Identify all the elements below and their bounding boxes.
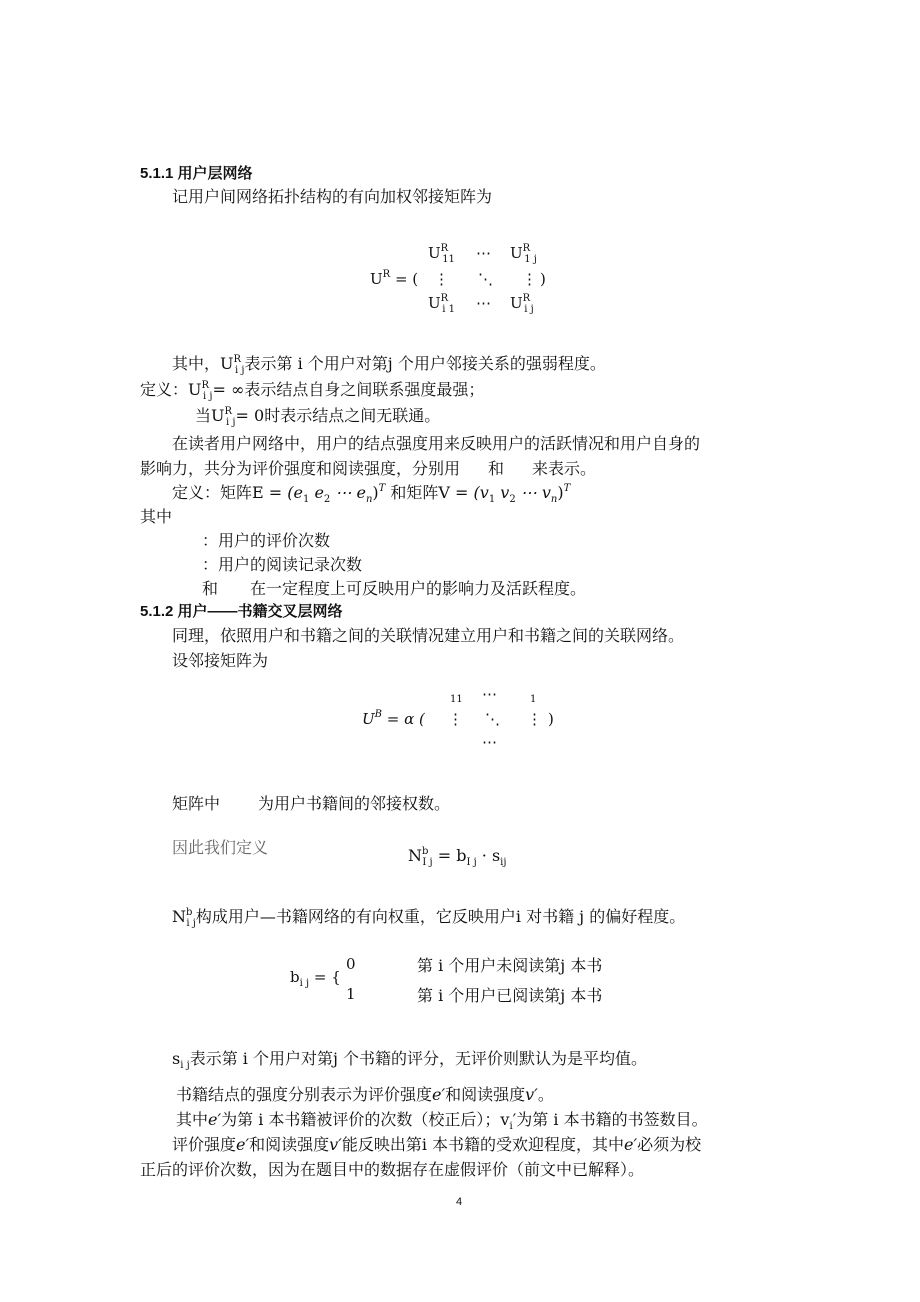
para-book-strength: 书籍结点的强度分别表示为评价强度e′和阅读强度v′。 <box>176 1085 554 1104</box>
ur-close: ) <box>540 270 546 288</box>
ur-r3c1: $U^R_{i 1}$ <box>428 293 455 315</box>
definition-infinity: 定义：$U^R_{i j}=$ ∞表示结点自身之间联系强度最强； <box>140 380 485 402</box>
para-node-strength-1: 在读者用户网络中，用户的结点强度用来反映用户的活跃情况和用户自身的 <box>172 434 701 453</box>
ur-r1c1: $U^R_{11}$ <box>428 243 455 265</box>
ub-r1c3: 1 <box>530 694 537 705</box>
ur-r2c1: ⋮ <box>434 270 449 288</box>
item-read-count: ：用户的阅读记录次数 <box>202 555 363 574</box>
para-directed-weight: $N^b_{i j}$构成用户—书籍网络的有向权重，它反映用户i 对书籍 j 的偏好程度。 <box>172 907 686 929</box>
definition-zero: 当$U^R_{i j}= 0$时表示结点之间无联通。 <box>195 406 441 428</box>
ur-r1c3: $U^R_{1 j}$ <box>510 243 537 265</box>
para-association: 同理，依照用户和书籍之间的关联情况建立用户和书籍之间的关联网络。 <box>172 626 685 645</box>
ur-r2c3: ⋮ <box>522 270 537 288</box>
para-book-counts: 其中e′为第 i 本书籍被评价的次数（校正后）；$v_i'$为第 i 本书籍的书签数目。 <box>176 1110 708 1132</box>
ub-r2c3: ⋮ <box>527 710 542 728</box>
piecewise-value-1: 1 <box>346 985 356 1003</box>
cut-line-wrapper <box>172 838 372 857</box>
intro-text: 记用户间网络拓扑结构的有向加权邻接矩阵为 <box>172 187 493 206</box>
item-influence: 和 在一定程度上可反映用户的影响力及活跃程度。 <box>202 579 587 598</box>
ur-r3c2: ⋯ <box>476 294 491 312</box>
ub-r1c2: ⋯ <box>482 685 497 703</box>
piecewise-value-0: 0 <box>346 955 356 973</box>
qizhong-label: 其中 <box>140 507 173 526</box>
formula-n-weight: $N^b_{I j} = b_{I j} \cdot s_{ij}$ <box>408 846 507 868</box>
piecewise-case-1: 第 i 个用户已阅读第j 本书 <box>417 986 603 1005</box>
definition-matrices-e-v: 定义：矩阵$E = (e_1$ $e_2$ ⋯ $e_n)^T$ 和矩阵$V = (v_1$ $v_2$ ⋯ $v_n)^T$ <box>172 483 571 505</box>
page-number: 4 <box>456 1196 463 1208</box>
piecewise-case-0: 第 i 个用户未阅读第j 本书 <box>417 956 603 975</box>
section-heading-5-1-2: 5.1.2 用户——书籍交叉层网络 <box>140 603 343 620</box>
section-heading-5-1-1: 5.1.1 用户层网络 <box>140 165 253 182</box>
para-node-strength-2: 影响力，共分为评价强度和阅读强度，分别用 和 来表示。 <box>140 459 597 478</box>
para-score: $s_{i j}$表示第 i 个用户对第j 个书籍的评分，无评价则默认为是平均值。 <box>172 1049 648 1071</box>
para-ur-meaning: 其中，$U^R_{i j}$表示第 i 个用户对第j 个用户邻接关系的强弱程度。 <box>172 354 606 376</box>
ur-r1c2: ⋯ <box>476 244 491 262</box>
ub-r1c1: 11 <box>450 694 463 705</box>
cut-off-text: 因此我们定义 <box>172 838 269 857</box>
para-popularity-1: 评价强度e′和阅读强度v′能反映出第i 本书籍的受欢迎程度，其中e′必须为校 <box>172 1135 702 1154</box>
ur-r3c3: $U^R_{i j}$ <box>510 293 534 315</box>
ub-r2c2: ⋱ <box>485 710 500 728</box>
ub-r3c2: ⋯ <box>482 733 497 751</box>
para-popularity-2: 正后的评价次数，因为在题目中的数据存在虚假评价（前文中已解释）。 <box>140 1160 645 1179</box>
ub-r2c1: ⋮ <box>448 710 463 728</box>
para-set-matrix: 设邻接矩阵为 <box>172 651 269 670</box>
ur-eq: = ( <box>394 270 419 288</box>
para-adjacency-weight: 矩阵中 为用户书籍间的邻接权数。 <box>172 794 451 813</box>
ur-r2c2: ⋱ <box>478 270 493 288</box>
item-review-count: ：用户的评价次数 <box>202 531 331 550</box>
ur-lhs: U <box>370 270 383 288</box>
document-page: 5.1.1 用户层网络 记用户间网络拓扑结构的有向加权邻接矩阵为 $U^R$ = ( ) $U^R_{11}$ ⋯ $U^R_{1 j}$ ⋮ ⋱ ⋮ $U^R_{i 1}$ ⋯ $U^R_{i j}$ 其中，$U^R_{i j}$表示第 i 个用户对第j 个用户邻接关系的强弱程度。 定义：$U^R_{i j}=$ ∞表示结点自身之间联系强度最强； 当$U^R_{i j}= 0$时表示结点之间无联通。 在读者用户网络中，用户的结点强度用来反映用户的活跃情况和用户自身的 影响力，共分为评价强度和阅读强度，分别用 和 来表示。 定义：矩阵$E = (e_1$ $e_2$ ⋯ $e_n)^T$ 和矩阵$V = (v_1$ $v_2$ ⋯ $v_n)^T$ 其中 ：用户的评价次数 ：用户的阅读记录次数 和 在一定程度上可反映用户的影响力及活跃程度。 5.1.2 用户——书籍交叉层网络 同理，依照用户和书籍之间的关联情况建立用户和书籍之间的关联网络。 设邻接矩阵为 $U^B = \alpha$ ( ) 11 ⋯ 1 ⋮ ⋱ ⋮ ⋯ 矩阵中 为用户书籍间的邻接权数。 因此我们定义 $N^b_{I j} = b_{I j} \cdot s_{ij}$ $N^b_{i j}$构成用户—书籍网络的有向权重，它反映用户i 对书籍 j 的偏好程度。 $b_{i j}$ = { 0 1 第 i 个用户未阅读第j 本书 第 i 个用户已阅读第j 本书 $s_{i j}$表示第 i 个用户对第j 个书籍的评分，无评价则默认为是平均值。 书籍结点的强度分别表示为评价强度e′和阅读强度v′。 其中e′为第 i 本书籍被评价的次数（校正后）；$v_i'$为第 i 本书籍的书签数目。 评价强度e′和阅读强度v′能反映出第i 本书籍的受欢迎程度，其中e′必须为校 正后的评价次数，因为在题目中的数据存在虚假评价（前文中已解释）。 4 <box>140 165 708 1208</box>
ur-lhs-sup: R <box>382 269 391 280</box>
